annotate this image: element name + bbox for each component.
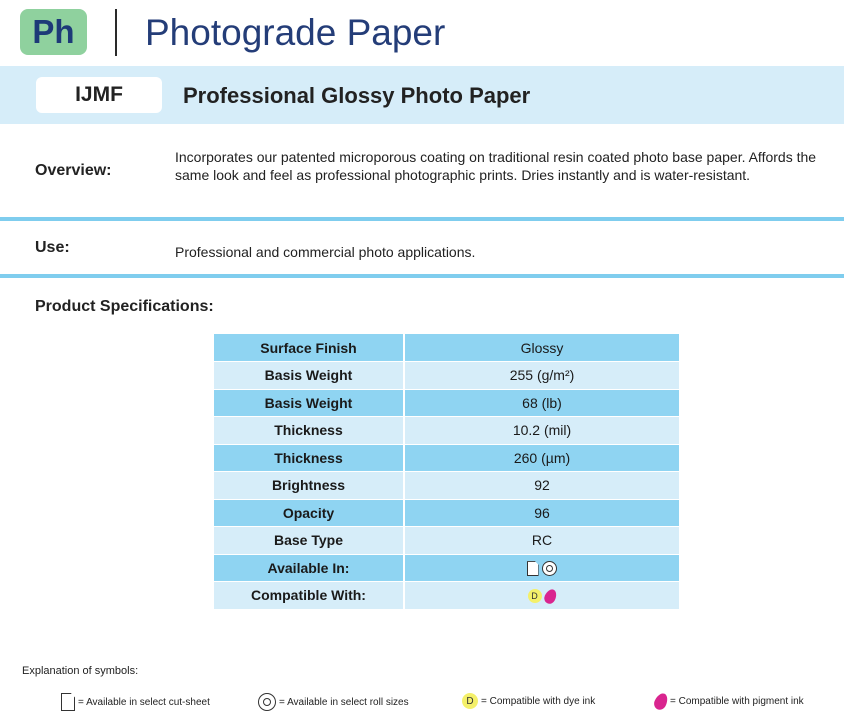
- header-divider: [115, 9, 117, 56]
- overview-text: Incorporates our patented microporous coating on traditional resin coated photo base paper. Affords the same look and feel as professional photographic prints. Dries instantly and is water-resistant.: [175, 149, 817, 183]
- legend-pigment: [655, 693, 804, 710]
- spec-table: [214, 334, 679, 610]
- spec-name: Opacity: [214, 499, 404, 527]
- overview-rule: [0, 217, 844, 221]
- roll-icon: [258, 693, 276, 711]
- legend-pigment-text: = Compatible with pigment ink: [670, 696, 804, 707]
- spec-value: 255 (g/m²): [404, 362, 679, 390]
- legend-cut-sheet-text: = Available in select cut-sheet: [78, 696, 210, 708]
- spec-name: Brightness: [214, 472, 404, 500]
- product-band: [0, 66, 844, 124]
- spec-name: Basis Weight: [214, 362, 404, 390]
- legend-title: Explanation of symbols:: [22, 665, 139, 677]
- ph-badge: Ph: [20, 9, 87, 55]
- dye-ink-icon: D: [462, 693, 478, 709]
- spec-value: Glossy: [404, 334, 679, 362]
- spec-name: Base Type: [214, 527, 404, 555]
- spec-name: Available In:: [214, 554, 404, 582]
- spec-title: Product Specifications:: [35, 298, 214, 315]
- product-name: Professional Glossy Photo Paper: [183, 83, 531, 108]
- spec-name: Compatible With:: [214, 582, 404, 610]
- spec-name: Surface Finish: [214, 334, 404, 362]
- legend-roll: [258, 693, 409, 711]
- use-rule: [0, 274, 844, 278]
- table-row: [214, 389, 679, 417]
- legend-cut-sheet: [61, 693, 210, 711]
- spec-value: 68 (lb): [404, 389, 679, 417]
- table-row: [214, 527, 679, 555]
- table-row: [214, 334, 679, 362]
- spec-name: Thickness: [214, 417, 404, 445]
- table-row: [214, 554, 679, 582]
- overview-label: Overview:: [35, 162, 112, 179]
- table-row: [214, 472, 679, 500]
- pigment-ink-icon: [652, 691, 670, 711]
- table-row: [214, 444, 679, 472]
- table-row: [214, 417, 679, 445]
- spec-value: 260 (µm): [404, 444, 679, 472]
- cut-sheet-icon: [61, 693, 75, 711]
- page-title: Photograde Paper: [145, 12, 446, 53]
- use-text: Professional and commercial photo applications.: [175, 244, 476, 260]
- spec-value: 96: [404, 499, 679, 527]
- spec-value: RC: [404, 527, 679, 555]
- table-row: [214, 582, 679, 610]
- table-row: [214, 499, 679, 527]
- legend-dye-text: = Compatible with dye ink: [481, 695, 596, 707]
- spec-value: 92: [404, 472, 679, 500]
- pigment-ink-icon: [543, 587, 559, 605]
- use-label: Use:: [35, 239, 70, 256]
- product-code: IJMF: [36, 77, 162, 113]
- legend-dye: [462, 693, 595, 709]
- spec-name: Thickness: [214, 444, 404, 472]
- dye-ink-icon: D: [528, 589, 542, 603]
- spec-value-symbols: [404, 554, 679, 582]
- spec-value-symbols: [404, 582, 679, 610]
- spec-value: 10.2 (mil): [404, 417, 679, 445]
- legend-roll-text: = Available in select roll sizes: [279, 696, 409, 708]
- header: [0, 0, 857, 66]
- cut-sheet-icon: [527, 561, 539, 576]
- table-row: [214, 362, 679, 390]
- spec-name: Basis Weight: [214, 389, 404, 417]
- roll-icon: [542, 561, 557, 576]
